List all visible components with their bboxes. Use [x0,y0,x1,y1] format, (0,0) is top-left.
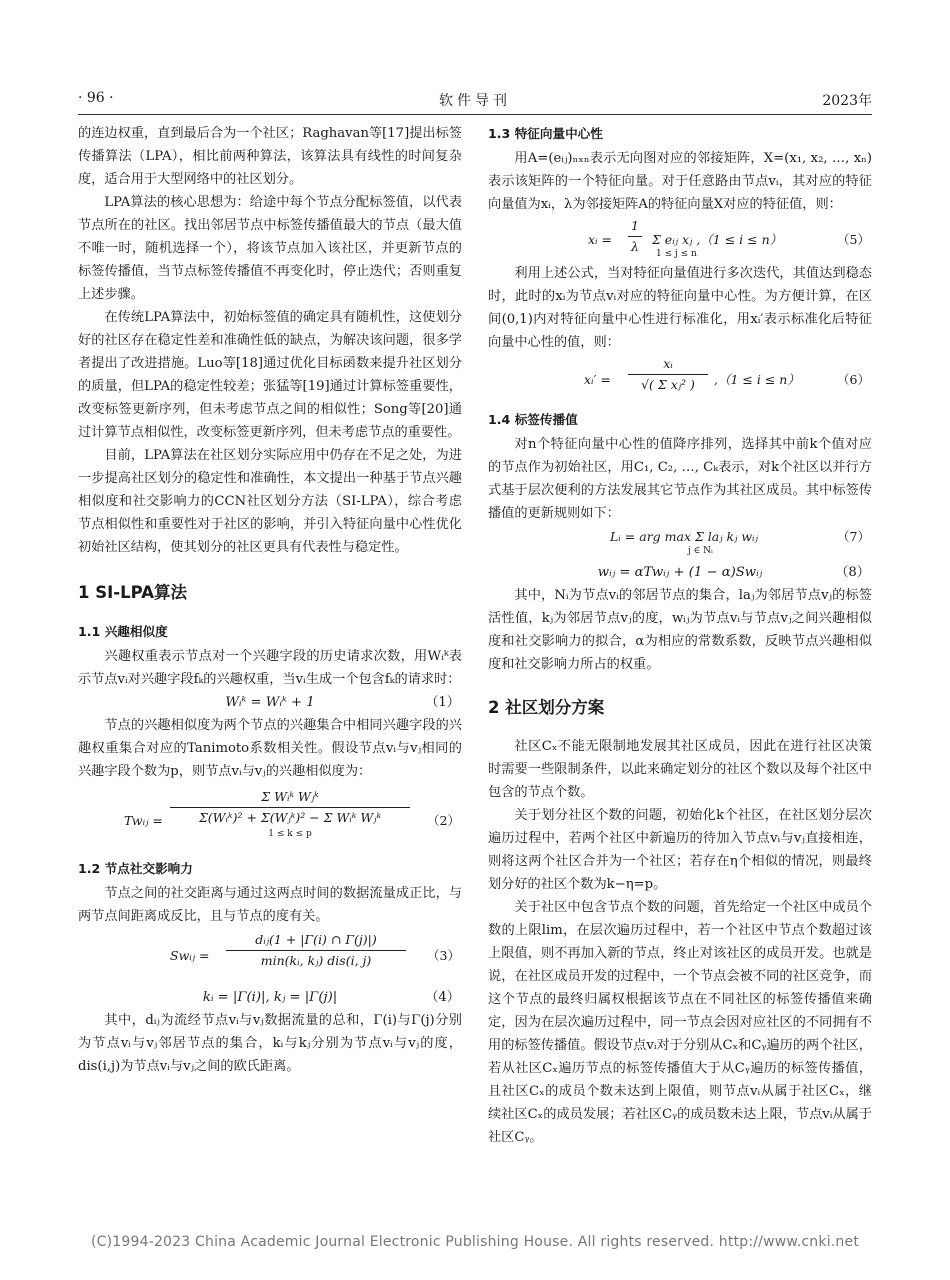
eq3-numerator: dᵢⱼ(1 + |Γ(i) ∩ Γ(j)|) [226,930,406,951]
page-number: · 96 · [78,90,114,106]
eq2-fraction [170,787,410,840]
paragraph: LPA算法的核心思想为：给途中每个节点分配标签值，以代表节点所在的社区。找出邻居节点中标签传播值最大的节点（最大值不唯一时，随机选择一个），将该节点加入该社区，并更新节点的标签传播值，当节点标签传播值不再变化时，停止迭代；否则重复上述步骤。 [78,195,462,302]
eq5-fraction: $\frac{1}{\lambda}$ [628,216,642,257]
paragraph: 目前，LPA算法在社区划分实际应用中仍存在不足之处，为进一步提高社区划分的稳定性和准确性，本文提出一种基于节点兴趣相似度和社交影响力的CCN社区划分方法（SI-LPA），综合考虑节点相似性和重要性对于社区的影响，并引入特征向量中心性优化初始社区结构，使其划分的社区更具有代表性与稳定性。 [78,448,462,555]
equation-number: （6） [837,372,870,387]
paragraph: 兴趣权重表示节点对一个兴趣字段的历史请求次数，用Wᵢᵏ表示节点vᵢ对兴趣字段fₖ的兴趣权重，当vᵢ生成一个包含fₖ的请求时： [78,649,462,687]
equation-5 [488,216,872,262]
eq2-lhs: Twᵢⱼ = [124,813,163,828]
eq3-denominator: min(kᵢ, kⱼ) dis(i, j) [260,953,372,968]
eq3-fraction [226,930,406,971]
equation-7 [488,525,872,561]
issue-year: 2023年 [822,93,872,109]
paragraph: 利用上述公式，当对特征向量值进行多次迭代，其值达到稳态时，此时的xᵢ为节点vᵢ对应的特征向量中心性。为方便计算，在区间(0,1)内对特征向量中心性进行标准化，用xᵢ′表示标准化后特征向量中心性的值，则： [488,266,872,350]
equation-number: （1） [425,695,460,710]
equation-6 [488,354,872,404]
eq3-lhs: Swᵢⱼ = [170,948,210,963]
paragraph: 社区Cₓ不能无限制地发展其社区成员，因此在进行社区决策时需要一些限制条件，以此来确定划分的社区个数以及每个社区中包含的节点个数。 [488,739,872,800]
eq6-fraction: $\frac{\text{xᵢ}}{\text{√( Σ xⱼ² )}}$ [628,354,708,395]
equation-1: Wᵢᵏ = Wᵢᵏ + 1 （1） [78,691,462,714]
eq2-denominator: Σ(Wᵢᵏ)² + Σ(Wⱼᵏ)² − Σ Wᵢᵏ Wⱼᵏ [198,810,382,825]
eq5-lhs: xᵢ = [588,232,613,247]
equation-2 [78,787,462,855]
paragraph: 关于划分社区个数的问题，初始化k个社区，在社区划分层次遍历过程中，若两个社区中新遍历的待加入节点vᵢ与vⱼ直接相连，则将这两个社区合并为一个社区；若存在η个相似的情况，则最终划分好的社区个数为k−η=p。 [488,808,872,892]
copyright-footer: (C)1994-2023 China Academic Journal Electronic Publishing House. All rights reserved. http://www.cnki.net [90,1234,860,1250]
paragraph: 其中，dᵢⱼ为流经节点vᵢ与vⱼ数据流量的总和，Γ(i)与Γ(j)分别为节点vᵢ与vⱼ邻居节点的集合，kᵢ与kⱼ分别为节点vᵢ与vⱼ的度，dis(i,j)为节点vᵢ与vⱼ之间的欧氏距离。 [78,1013,462,1074]
paragraph: 用A=(eᵢⱼ)ₙₓₙ表示无向图对应的邻接矩阵，X=(x₁, x₂, …, xₙ)表示该矩阵的一个特征向量。对于任意路由节点vᵢ，其对应的特征向量值为xᵢ，λ为邻接矩阵A的特征向量X对应的特征值，则： [488,151,872,212]
paragraph: 的连边权重，直到最后合为一个社区；Raghavan等[17]提出标签传播算法（LPA），相比前两种算法，该算法具有线性的时间复杂度，适合用于大型网络中的社区划分。 [78,126,462,187]
left-column [78,122,462,1078]
eq7-range: j ∈ Nᵢ [688,546,713,556]
equation-number: （5） [837,232,870,247]
equation-number: （2） [427,813,460,828]
subsection-heading: 1.3 特征向量中心性 [488,126,603,141]
subsection-heading: 1.4 标签传播值 [488,412,578,427]
eq6-lhs: xᵢ′ = [584,372,611,387]
equation-number: （8） [835,565,870,580]
equation-8: wᵢⱼ = αTwᵢⱼ + (1 − α)Swᵢⱼ （8） [488,561,872,584]
equation-number: （7） [837,529,870,544]
paragraph: 其中，Nᵢ为节点vᵢ的邻居节点的集合，laⱼ为邻居节点vⱼ的标签活性值，kⱼ为邻居节点vⱼ的度，wᵢⱼ为节点vᵢ与节点vⱼ之间兴趣相似度和社交影响力的拟合，α为相应的常数系数，反映节点兴趣相似度和社交影响力所占的权重。 [488,588,872,672]
subsection-heading: 1.1 兴趣相似度 [78,624,168,639]
equation-4: kᵢ = |Γ(i)|, kⱼ = |Γ(j)| （4） [78,986,462,1009]
equation-number: （4） [425,990,460,1005]
paragraph: 节点之间的社交距离与通过这两点时间的数据流量成正比，与两节点间距离成反比，且与节点的度有关。 [78,886,462,924]
eq7-body: Lᵢ = arg max Σ laⱼ kⱼ wᵢⱼ [610,529,758,544]
header-rule [78,114,872,115]
paragraph: 在传统LPA算法中，初始标签值的确定具有随机性，这使划分好的社区存在稳定性差和准确性低的缺点，为解决该问题，很多学者提出了改进措施。Luo等[18]通过优化目标函数来提升社区划分的质量，但LPA的稳定性较差；张猛等[19]通过计算标签重要性，改变标签更新序列，但未考虑节点之间的相似性；Song等[20]通过计算节点相似性，改变标签更新序列，但未考虑节点的重要性。 [78,310,462,440]
eq5-range: 1 ≤ j ≤ n [656,249,697,259]
eq2-numerator: Σ Wᵢᵏ Wⱼᵏ [170,787,410,808]
section-heading: 2 社区划分方案 [488,698,605,717]
eq5-rhs: Σ eᵢⱼ xⱼ ,（1 ≤ i ≤ n） [652,232,783,247]
subsection-heading: 1.2 节点社交影响力 [78,861,193,876]
running-header [78,90,872,114]
eq2-range: 1 ≤ k ≤ p [268,829,312,839]
paragraph: 节点的兴趣相似度为两个节点的兴趣集合中相同兴趣字段的兴趣权重集合对应的Tanimoto系数相关性。假设节点vᵢ与vⱼ相同的兴趣字段个数为p，则节点vᵢ与vⱼ的兴趣相似度为： [78,718,462,779]
journal-name: 软件导刊 [439,93,511,109]
eq6-rhs: ,（1 ≤ i ≤ n） [714,372,800,387]
right-column [488,122,872,1149]
equation-3 [78,930,462,982]
section-heading: 1 SI-LPA算法 [78,583,187,602]
paragraph: 关于社区中包含节点个数的问题，首先给定一个社区中成员个数的上限lim，在层次遍历过程中，若一个社区中节点个数超过该上限值，则不再加入新的节点，终止对该社区的成员开发。也就是说，在社区成员开发的过程中，一个节点会被不同的社区竞争，而这个节点的最终归属权根据该节点在不同社区的标签传播值来确定，因为在层次遍历过程中，同一节点会因对应社区的不同拥有不用的标签传播值。假设节点vᵢ对于分别从Cₓ和Cᵧ遍历的两个社区，若从社区Cₓ遍历节点的标签传播值大于从Cᵧ遍历的标签传播值，且社区Cₓ的成员个数未达到上限值，则节点vᵢ从属于社区Cₓ，继续社区Cₓ的成员发展；若社区Cᵧ的成员数未达上限，节点vᵢ从属于社区Cᵧ。 [488,900,872,1145]
paragraph: 对n个特征向量中心性的值降序排列，选择其中前k个值对应的节点作为初始社区，用C₁, C₂, …, Cₖ表示，对k个社区以并行方式基于层次便利的方法发展其它节点作为其社区成员。其中标签传播值的更新规则如下： [488,437,872,521]
equation-number: （3） [427,948,460,963]
